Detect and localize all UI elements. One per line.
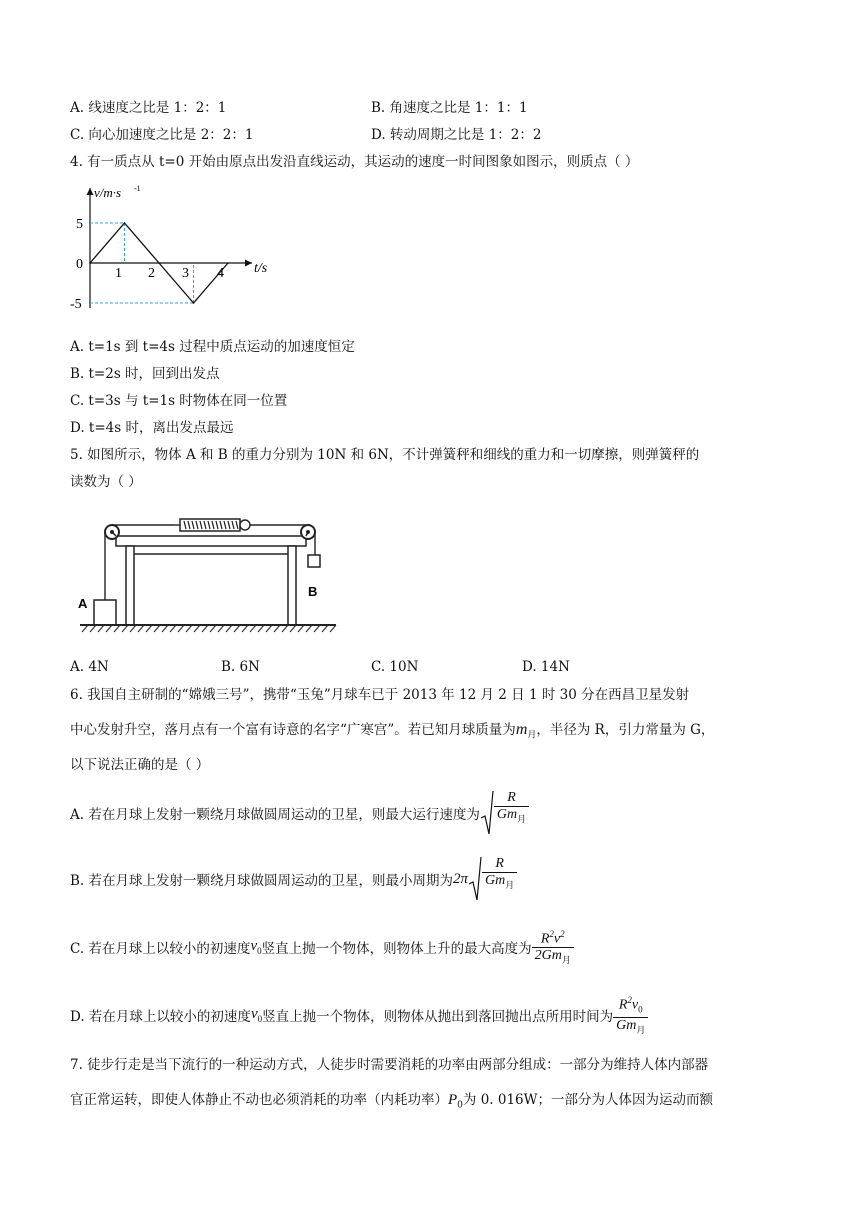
ground-hatch-line: [138, 625, 144, 632]
ground-hatch-line: [194, 625, 200, 632]
q5-stem-line2: 读数为（ ）: [70, 474, 142, 490]
block-a: [94, 600, 116, 625]
block-b: [308, 555, 320, 567]
q5-option-c: C. 10N: [371, 659, 419, 675]
ground-hatch-line: [122, 625, 128, 632]
q6-option-c: C. 若在月球上以较小的初速度 $v_0$ 竖直上抛一个物体，则物体上升的最大高度为 $\frac{R^2v^2}{2Gm_月}$: [70, 924, 574, 970]
y-axis-label: v/m·s: [94, 185, 122, 200]
table-top: [116, 536, 306, 546]
ground-hatch-line: [82, 625, 88, 632]
table-leg-left: [126, 546, 134, 625]
ground-hatch-line: [98, 625, 104, 632]
x-tick-4: 4: [217, 266, 224, 281]
data-point: [227, 262, 229, 264]
q7-line2: 官正常运转，即使人体静止不动也必须消耗的功率（内耗功率）$P_0$为 0. 016W；一部分为人体因为运动而额: [70, 1092, 714, 1111]
label-b: B: [308, 584, 318, 599]
ground-hatch-line: [314, 625, 320, 632]
ground-hatch-line: [250, 625, 256, 632]
x-tick-3: 3: [182, 266, 189, 281]
fraction-max-height: $\frac{R^2v^2}{2Gm_月}$: [532, 926, 574, 968]
ground-hatch-line: [322, 625, 328, 632]
q5-pulley-figure: [74, 510, 344, 635]
x-tick-2: 2: [148, 266, 155, 281]
q3-option-c: C. 向心加速度之比是 2：2：1: [70, 127, 254, 143]
q4-option-c: C. t=3s 与 t=1s 时物体在同一位置: [70, 393, 288, 409]
q3-option-d: D. 转动周期之比是 1：2：2: [371, 127, 542, 143]
q5-option-b: B. 6N: [221, 659, 260, 675]
q6-option-b: B. 若在月球上发射一颗绕月球做圆周运动的卫星，则最小周期为 2π $\frac{R}{Gm_月}$: [70, 856, 517, 902]
ground-hatch-line: [202, 625, 208, 632]
q6-option-d: D. 若在月球上以较小的初速度 $v_0$ 竖直上抛一个物体，则物体从抛出到落回抛出点所用时间为 $\frac{R^2v_0}{Gm_月}$: [70, 992, 648, 1038]
ground-hatch-line: [186, 625, 192, 632]
ground-hatch-line: [298, 625, 304, 632]
q4-stem: 4. 有一质点从 t=0 开始由原点出发沿直线运动，其运动的速度一时间图象如图示，则质点（ ）: [70, 154, 639, 170]
data-point: [158, 262, 160, 264]
ground-hatch-line: [162, 625, 168, 632]
ground-hatch-line: [154, 625, 160, 632]
x-axis-label: t/s: [254, 261, 268, 276]
label-a: A: [78, 596, 88, 611]
ground-hatch-line: [218, 625, 224, 632]
q3-option-b: B. 角速度之比是 1：1：1: [371, 100, 528, 116]
table-leg-right: [288, 546, 296, 625]
ground-hatch-line: [234, 625, 240, 632]
q6-option-a: A. 若在月球上发射一颗绕月球做圆周运动的卫星，则最大运行速度为 $\frac{R}{Gm_月}$: [70, 790, 529, 836]
y-tick-0: 0: [76, 257, 83, 272]
ground-hatch-line: [266, 625, 272, 632]
sqrt-expression-a: $\frac{R}{Gm_月}$: [480, 790, 529, 836]
q4-velocity-time-graph: [72, 180, 292, 320]
q6-stem-line2: 中心发射升空，落月点有一个富有诗意的名字“广寒宫”。若已知月球质量为$m_月$，半径为 R，引力常量为 G，: [70, 721, 715, 741]
data-point: [89, 262, 91, 264]
fraction-flight-time: $\frac{R^2v_0}{Gm_月}$: [613, 992, 648, 1038]
ground-hatch-line: [210, 625, 216, 632]
ground-hatch-line: [170, 625, 176, 632]
ground-hatch-line: [274, 625, 280, 632]
data-point: [124, 222, 126, 224]
ground-hatch-line: [130, 625, 136, 632]
ground-hatch-line: [106, 625, 112, 632]
ground-hatch-line: [114, 625, 120, 632]
data-point: [193, 302, 195, 304]
q5-option-a: A. 4N: [70, 659, 109, 675]
ground-hatch-line: [90, 625, 96, 632]
y-tick-5: 5: [76, 217, 83, 232]
x-tick-1: 1: [115, 266, 122, 281]
y-tick-neg5: -5: [70, 297, 82, 312]
ground-hatch-line: [258, 625, 264, 632]
ground-hatch-line: [330, 625, 336, 632]
q6-stem-line1: 6. 我国自主研制的“嫦娥三号”，携带“玉兔”月球车已于 2013 年 12 月 2 日 1 时 30 分在西昌卫星发射: [70, 687, 690, 703]
q5-stem-line1: 5. 如图所示，物体 A 和 B 的重力分别为 10N 和 6N，不计弹簧秤和细线的重力和一切摩擦，则弹簧秤的: [70, 447, 700, 463]
q5-option-d: D. 14N: [522, 659, 570, 675]
ground-hatch-line: [146, 625, 152, 632]
y-axis-label-exp: -1: [134, 184, 141, 193]
q7-line1: 7. 徒步行走是当下流行的一种运动方式，人徒步时需要消耗的功率由两部分组成：一部分为维持人体内部器: [70, 1057, 709, 1073]
ground-hatch-line: [226, 625, 232, 632]
ground-hatch-line: [178, 625, 184, 632]
q6-stem-line3: 以下说法正确的是（ ）: [70, 757, 210, 773]
ground-hatch-line: [282, 625, 288, 632]
ground-hatch-line: [242, 625, 248, 632]
q4-option-d: D. t=4s 时，离出发点最远: [70, 420, 234, 436]
q3-option-a: A. 线速度之比是 1：2：1: [70, 100, 227, 116]
ground-hatch-line: [306, 625, 312, 632]
sqrt-expression-b: $\frac{R}{Gm_月}$: [468, 856, 517, 902]
q4-option-a: A. t=1s 到 t=4s 过程中质点运动的加速度恒定: [70, 339, 355, 355]
q4-option-b: B. t=2s 时，回到出发点: [70, 366, 220, 382]
ground-hatch-line: [290, 625, 296, 632]
